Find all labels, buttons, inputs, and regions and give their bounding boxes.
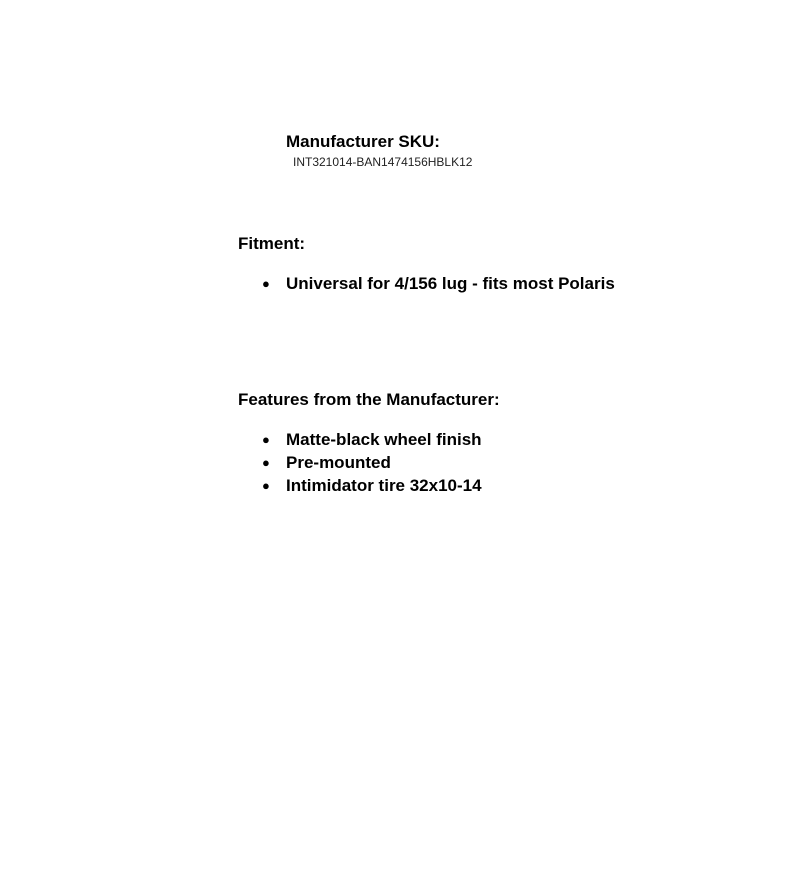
fitment-item-text: Universal for 4/156 lug - fits most Polaris [286,274,615,293]
feature-item-text: Pre-mounted [286,453,391,472]
bullet-icon: ● [262,478,270,493]
bullet-icon: ● [262,455,270,470]
manufacturer-sku-value: INT321014-BAN1474156HBLK12 [293,155,473,169]
features-heading: Features from the Manufacturer: [238,390,500,409]
manufacturer-sku-label: Manufacturer SKU: [286,132,440,151]
bullet-icon: ● [262,432,270,447]
feature-item-text: Matte-black wheel finish [286,430,482,449]
bullet-icon: ● [262,276,270,291]
feature-item-text: Intimidator tire 32x10-14 [286,476,482,495]
fitment-heading: Fitment: [238,234,306,253]
